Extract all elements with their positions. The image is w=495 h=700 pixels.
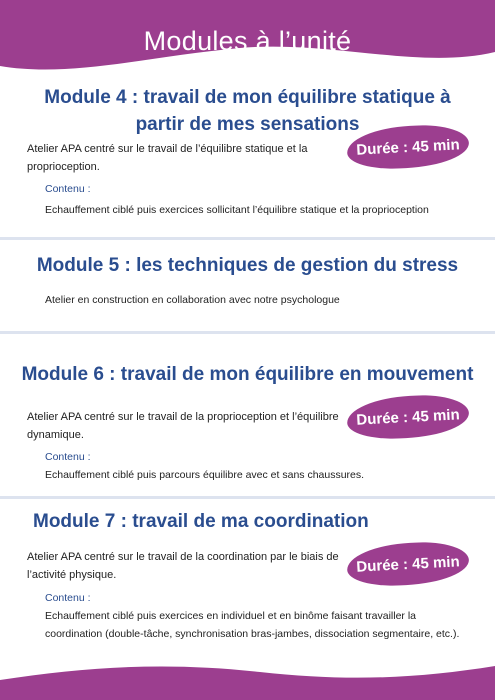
module-5-description: Atelier en construction en collaboration avec notre psychologue (45, 294, 340, 306)
module-4-contenu-label: Contenu : (45, 183, 91, 195)
module-6-section (0, 361, 495, 388)
module-7-section (0, 508, 495, 535)
module-4-contenu-text: Echauffement ciblé puis exercices sollicitant l’équilibre statique et la proprioception (45, 204, 429, 216)
divider (0, 237, 495, 240)
module-7-title: Module 7 : travail de ma coordination (33, 511, 369, 532)
divider (0, 496, 495, 499)
page-title: Modules à l’unité (143, 26, 352, 56)
module-6-duration-badge: Durée : 45 min (346, 393, 470, 441)
module-4-title: Module 4 : travail de mon équilibre statique à partir de mes sensations (44, 87, 451, 135)
module-7-duration-badge: Durée : 45 min (346, 540, 470, 588)
module-7-contenu-text: Echauffement ciblé puis exercices en individuel et en binôme faisant travailler la coordination (double-tâche, synchronisation bras-jambes, dissociation segmentaire, etc.). (45, 610, 460, 640)
module-7-description: Atelier APA centré sur le travail de la coordination par le biais de l’activité physique. (27, 551, 339, 581)
footer-banner (0, 658, 495, 700)
module-4-duration-badge: Durée : 45 min (346, 123, 470, 171)
module-6-contenu-text: Echauffement ciblé puis parcours équilibre avec et sans chaussures. (45, 469, 365, 481)
module-4-description: Atelier APA centré sur le travail de l’équilibre statique et la proprioception. (27, 143, 308, 173)
module-7-contenu-label: Contenu : (45, 592, 91, 604)
module-5-section (0, 252, 495, 279)
module-5-title: Module 5 : les techniques de gestion du stress (36, 255, 459, 276)
module-6-title: Module 6 : travail de mon équilibre en mouvement (21, 364, 474, 385)
divider (0, 331, 495, 334)
module-6-description: Atelier APA centré sur le travail de la proprioception et l’équilibre dynamique. (27, 411, 339, 441)
module-6-contenu-label: Contenu : (45, 451, 91, 463)
